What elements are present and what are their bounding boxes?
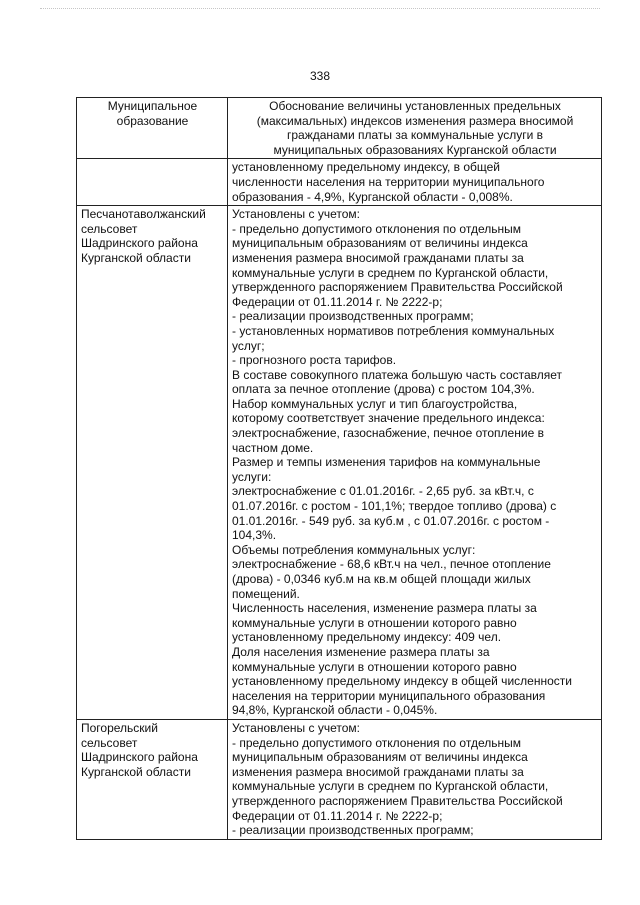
- justification-line: - реализации производственных программ;: [232, 309, 474, 324]
- justification-line: которому соответствует значение предельного индекса:: [232, 411, 545, 426]
- header-text-line: гражданами платы за коммунальные услуги в: [286, 128, 544, 143]
- justification-line: установленному предельному индексу: 409 чел.: [232, 630, 502, 645]
- justification-line: 94,8%, Курганской области - 0,045%.: [232, 703, 438, 718]
- municipality-cell: [77, 159, 228, 206]
- justification-line: Доля населения изменение размера платы за: [232, 644, 490, 659]
- justification-line: населения на территории муниципального образования: [232, 688, 546, 703]
- justification-line: помещений.: [232, 586, 300, 601]
- justification-line: муниципальным образованиям от величины индекса: [232, 750, 528, 765]
- justification-line: В составе совокупного платежа большую часть составляет: [232, 367, 563, 382]
- justification-line: изменения размера вносимой гражданами платы за: [232, 764, 524, 779]
- justification-line: - установленных нормативов потребления коммунальных: [232, 323, 555, 338]
- municipality-line: Курганской области: [81, 250, 191, 265]
- justification-line: - предельно допустимого отклонения по отдельным: [232, 221, 521, 236]
- justification-line: коммунальные услуги в среднем по Курганской области,: [232, 265, 549, 280]
- justification-line: Численность населения, изменение размера платы за: [232, 601, 537, 616]
- municipality-cell: [77, 719, 228, 839]
- justification-line: частном доме.: [232, 440, 314, 455]
- justification-line: - прогнозного роста тарифов.: [232, 353, 397, 368]
- table-row: [77, 206, 602, 720]
- municipality-line: Погорельский: [81, 720, 158, 735]
- justification-line: (дрова) - 0,0346 куб.м на кв.м общей площади жилых: [232, 572, 531, 586]
- header-text-line: Муниципальное: [107, 99, 198, 113]
- justification-line: электроснабжение - 68,6 кВт.ч на чел., печное отопление: [232, 557, 551, 572]
- justification-line: численности населения на территории муниципального: [232, 174, 545, 189]
- page-number: 338: [309, 69, 331, 83]
- justification-line: 104,3%.: [232, 528, 277, 543]
- justification-line: электроснабжение с 01.01.2016г. - 2,65 руб. за кВт.ч, с: [232, 484, 534, 499]
- header-text-line: (максимальных) индексов изменения размера вносимой: [256, 113, 574, 128]
- justification-line: услуг;: [232, 338, 265, 353]
- justification-line: утвержденного распоряжением Правительства Российской: [232, 280, 563, 295]
- justification-line: коммунальные услуги в отношении которого равно: [232, 659, 517, 674]
- municipality-line: сельсовет: [81, 735, 138, 750]
- justification-cell: [228, 719, 602, 839]
- justification-line: Набор коммунальных услуг и тип благоустройства,: [232, 396, 518, 411]
- justification-line: установленному предельному индексу, в общей: [232, 160, 500, 175]
- justification-cell: [228, 206, 602, 720]
- header-text-line: Обоснование величины установленных предельных: [269, 99, 561, 113]
- table-row: [77, 159, 602, 206]
- justification-line: Установлены с учетом:: [232, 207, 360, 222]
- justification-line: коммунальные услуги в среднем по Курганской области,: [232, 779, 549, 794]
- justification-line: коммунальные услуги в отношении которого равно: [232, 615, 517, 630]
- municipality-line: Шадринского района: [81, 750, 198, 765]
- header-text-line: муниципальных образованиях Курганской области: [273, 142, 557, 157]
- municipality-line: Песчанотаволжанский: [81, 207, 206, 222]
- justification-line: 01.07.2016г. с ростом - 101,1%; твердое топливо (дрова) с: [232, 499, 557, 514]
- municipality-line: Шадринского района: [81, 236, 198, 251]
- municipality-line: Курганской области: [81, 764, 191, 779]
- justification-line: услуги:: [232, 469, 272, 484]
- justification-line: Федерации от 01.11.2014 г. № 2222-р;: [232, 294, 443, 309]
- header-text-line: образование: [116, 113, 189, 128]
- justification-line: Установлены с учетом:: [232, 720, 360, 735]
- justification-line: образования - 4,9%, Курганской области - 0,008%.: [232, 189, 513, 204]
- justification-table: [76, 97, 602, 840]
- table-row: [77, 719, 602, 839]
- municipality-cell: [77, 206, 228, 720]
- header-justification: [228, 98, 602, 159]
- justification-line: Размер и темпы изменения тарифов на коммунальные: [232, 455, 541, 470]
- justification-line: - предельно допустимого отклонения по отдельным: [232, 735, 521, 750]
- justification-cell: [228, 159, 602, 206]
- justification-line: установленному предельному индексу в общей численности: [232, 674, 572, 689]
- justification-line: муниципальным образованиям от величины индекса: [232, 236, 528, 251]
- justification-line: оплата за печное отопление (дрова) с ростом 104,3%.: [232, 382, 535, 397]
- justification-line: электроснабжение, газоснабжение, печное отопление в: [232, 426, 544, 441]
- municipality-line: сельсовет: [81, 221, 138, 236]
- justification-line: - реализации производственных программ;: [232, 823, 474, 838]
- justification-line: изменения размера вносимой гражданами платы за: [232, 250, 524, 265]
- justification-line: 01.01.2016г. - 549 руб. за куб.м , с 01.07.2016г. с ростом -: [232, 513, 550, 528]
- justification-line: Объемы потребления коммунальных услуг:: [232, 542, 476, 557]
- scan-artifact: [40, 8, 600, 13]
- justification-line: Федерации от 01.11.2014 г. № 2222-р;: [232, 808, 443, 823]
- justification-line: утвержденного распоряжением Правительства Российской: [232, 793, 563, 808]
- table-header-row: [77, 98, 602, 159]
- header-municipality: [77, 98, 228, 159]
